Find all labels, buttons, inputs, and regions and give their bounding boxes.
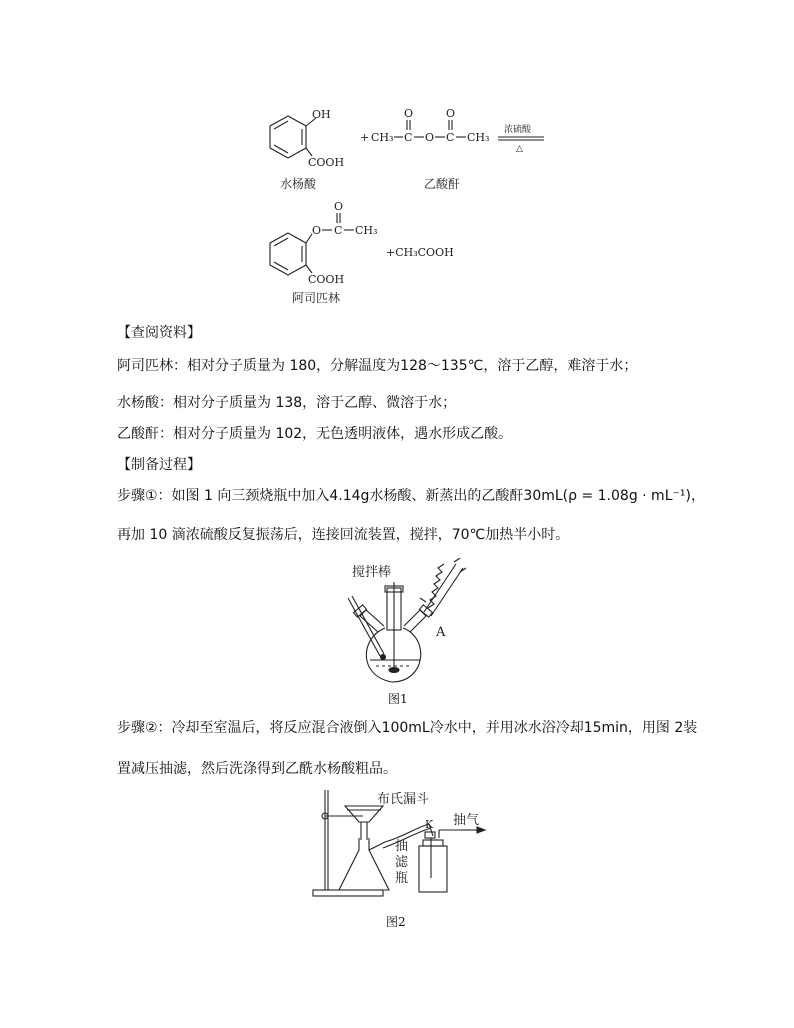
three-neck-flask (348, 582, 433, 682)
o-ester-top-label: O (334, 200, 344, 213)
filter-flask (339, 824, 431, 890)
figure2-apparatus (305, 788, 500, 900)
ch3-ester-label: CH₃ (355, 224, 378, 237)
o-bridge-label: O (425, 131, 435, 144)
safety-bottle (419, 824, 485, 892)
info-aspirin: 阿司匹林：相对分子质量为 180，分解温度为128～135℃，溶于乙醇，难溶于水； (117, 358, 638, 374)
prep-title: 【制备过程】 (117, 457, 201, 473)
buchner-funnel (345, 806, 383, 840)
plus-sign-1: + (360, 131, 370, 144)
ch3-left-label: CH₃ (371, 131, 394, 144)
valve-label-k: K (425, 818, 434, 831)
c-left-label: C (404, 131, 413, 144)
o-ester-label: O (312, 224, 322, 237)
acetic-acid-product: +CH₃COOH (386, 246, 454, 259)
acetic-anhydride-structure (360, 107, 544, 154)
o-top-right-label: O (446, 107, 456, 120)
c-ester-label: C (334, 224, 343, 237)
flask-label-2: 滤 (395, 855, 409, 870)
cooh-label-1: COOH (308, 156, 345, 169)
flask-label-1: 抽 (395, 839, 409, 854)
heat-symbol: △ (516, 144, 523, 154)
funnel-label: 布氏漏斗 (377, 792, 430, 807)
flask-label-3: 瓶 (395, 871, 409, 886)
step2-line2: 置减压抽滤，然后洗涤得到乙酰水杨酸粗品。 (117, 761, 397, 777)
figure2-caption: 图2 (386, 915, 406, 929)
salicylic-acid-structure (270, 108, 344, 169)
lookup-title: 【查阅资料】 (117, 325, 201, 341)
aspirin-structure (270, 200, 377, 286)
acetic-anhydride-name: 乙酸酐 (424, 177, 461, 191)
step2-line1: 步骤②：冷却至室温后，将反应混合液倒入100mL冷水中，并用冰水浴冷却15min，用图 2装 (117, 720, 698, 736)
oh-label: OH (312, 108, 331, 121)
figure1-apparatus (330, 558, 470, 688)
condenser-label-a: A (436, 625, 446, 640)
reaction-scheme (250, 98, 570, 308)
catalyst-label: 浓硫酸 (504, 125, 532, 135)
reflux-condenser (420, 558, 466, 616)
step1-line1: 步骤①：如图 1 向三颈烧瓶中加入4.14g水杨酸、新蒸出的乙酸酐30mL(ρ = 1.08g · mL⁻¹)， (117, 488, 705, 504)
cooh-label-2: COOH (308, 273, 345, 286)
info-salicylic: 水杨酸：相对分子质量为 138，溶于乙醇、微溶于水； (117, 395, 457, 411)
salicylic-acid-name: 水杨酸 (280, 177, 317, 191)
aspirin-name: 阿司匹林 (292, 291, 341, 305)
c-right-label: C (446, 131, 455, 144)
stirrer-label: 搅拌棒 (352, 565, 392, 580)
info-anhydride: 乙酸酐：相对分子质量为 102，无色透明液体，遇水形成乙酸。 (117, 426, 513, 442)
ch3-right-label: CH₃ (467, 131, 490, 144)
figure1-caption: 图1 (388, 692, 408, 706)
suction-label: 抽气 (453, 813, 480, 828)
step1-line2: 再加 10 滴浓硫酸反复振荡后，连接回流装置，搅拌，70℃加热半小时。 (117, 527, 570, 543)
o-top-left-label: O (404, 107, 414, 120)
